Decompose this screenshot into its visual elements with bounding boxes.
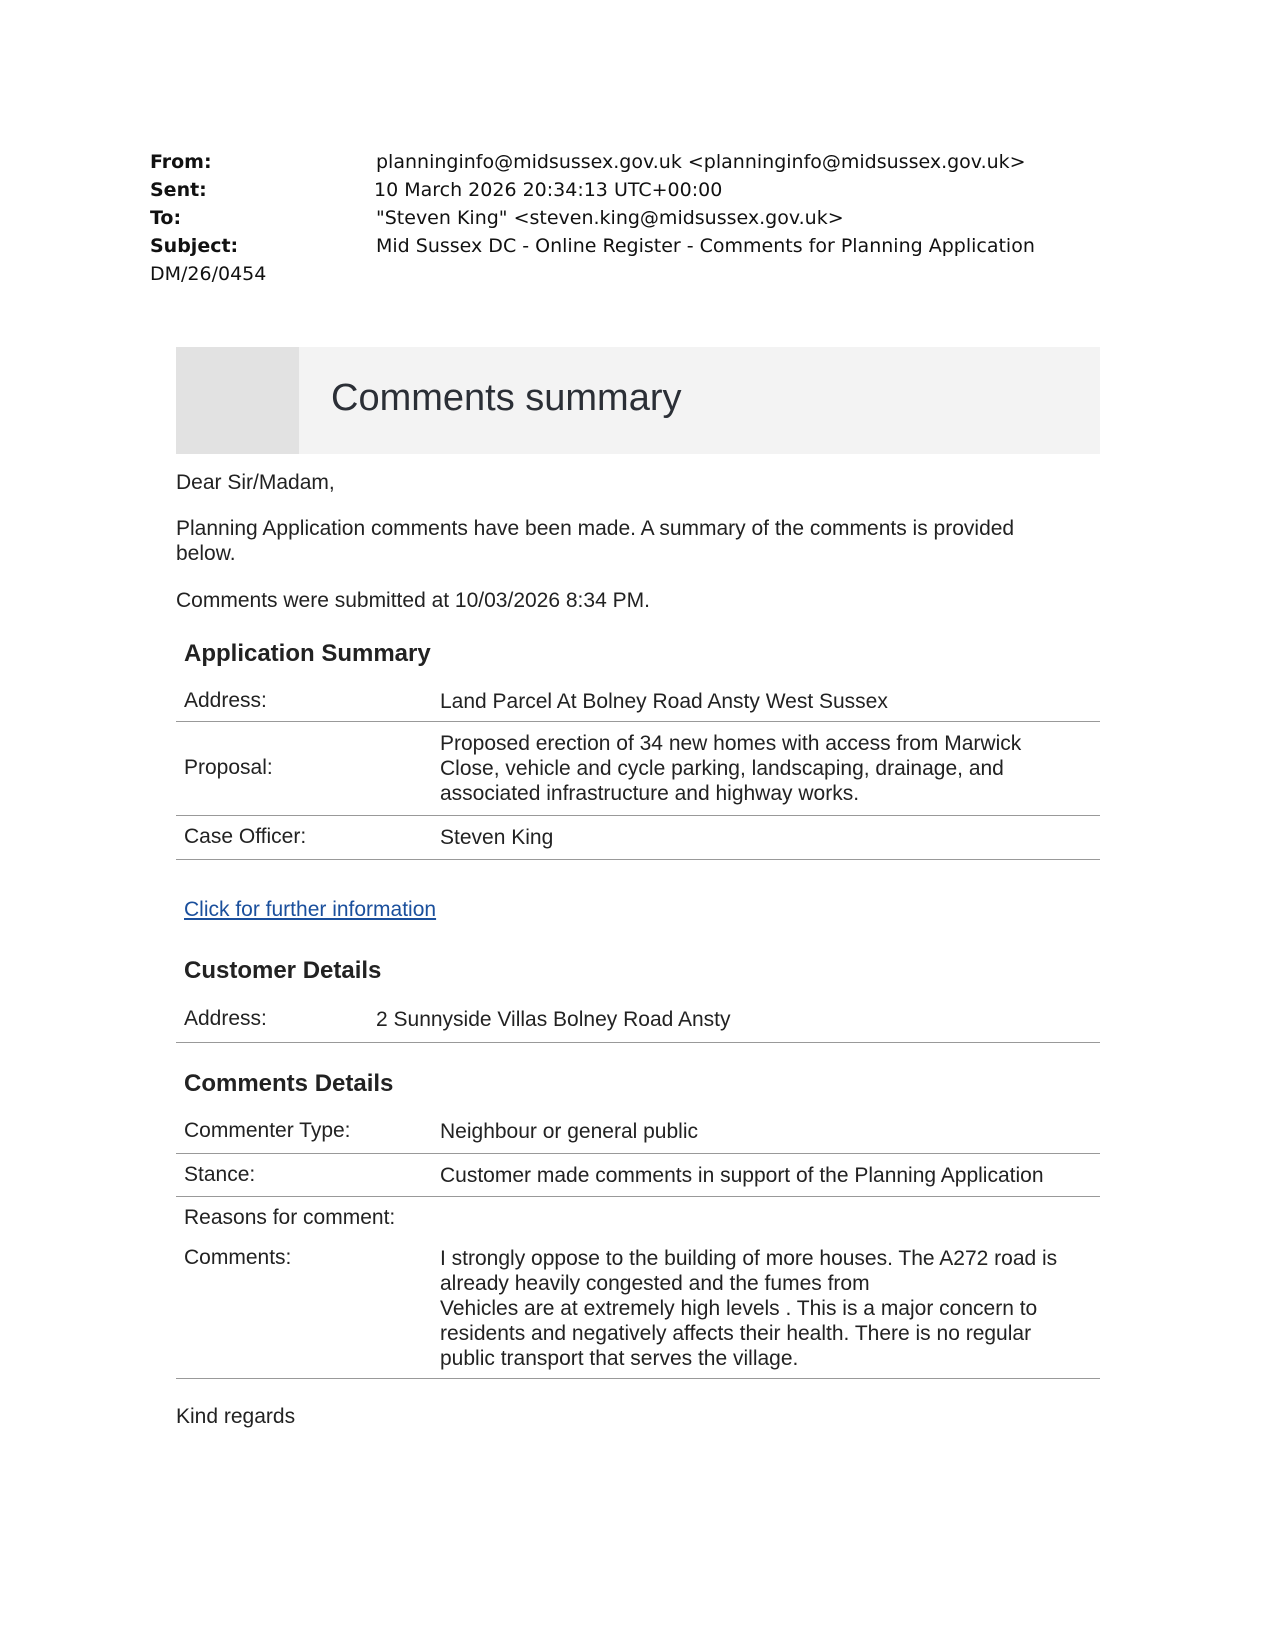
- from-value: planninginfo@midsussex.gov.uk <planninginfo@midsussex.gov.uk>: [376, 151, 1026, 173]
- to-value: "Steven King" <steven.king@midsussex.gov.uk>: [376, 207, 844, 229]
- closing: Kind regards: [176, 1405, 296, 1428]
- table-row: [176, 1154, 1100, 1197]
- comments-details-heading: Comments Details: [184, 1070, 394, 1097]
- sent-label: Sent:: [150, 179, 207, 201]
- subject-label: Subject:: [150, 235, 239, 257]
- greeting: Dear Sir/Madam,: [176, 471, 335, 494]
- banner-side-block: [176, 347, 299, 454]
- stance-value: Customer made comments in support of the Planning Application: [440, 1164, 1044, 1187]
- table-row: [176, 722, 1100, 816]
- customer-details-heading: Customer Details: [184, 957, 382, 984]
- customer-address-value: 2 Sunnyside Villas Bolney Road Ansty: [376, 1008, 731, 1031]
- intro-paragraph: Planning Application comments have been made. A summary of the comments is provided below.: [176, 517, 1015, 565]
- case-officer-label: Case Officer:: [184, 825, 307, 848]
- comments-text-line: I strongly oppose to the building of more houses. The A272 road is already heavily congested and the fumes from: [440, 1247, 1058, 1295]
- table-row: [176, 1197, 1100, 1239]
- commenter-type-value: Neighbour or general public: [440, 1120, 698, 1143]
- comments-label: Comments:: [184, 1246, 292, 1269]
- table-row: [176, 998, 1100, 1043]
- sent-row: [150, 176, 1150, 204]
- address-label: Address:: [184, 689, 267, 712]
- reasons-label: Reasons for comment:: [184, 1206, 396, 1229]
- email-header: [150, 148, 1150, 288]
- application-summary-heading: Application Summary: [184, 640, 431, 667]
- from-row: [150, 148, 1150, 176]
- proposal-label: Proposal:: [184, 756, 273, 779]
- proposal-value: Proposed erection of 34 new homes with access from Marwick Close, vehicle and cycle parking, landscaping, drainage, and associated infrastructure and highway works.: [440, 732, 1022, 805]
- stance-label: Stance:: [184, 1163, 256, 1186]
- commenter-type-label: Commenter Type:: [184, 1119, 351, 1142]
- subject-value: Mid Sussex DC - Online Register - Comments for Planning Application: [376, 235, 1035, 257]
- table-row: [176, 1110, 1100, 1154]
- comments-value: [440, 1246, 1070, 1371]
- submitted-paragraph: Comments were submitted at 10/03/2026 8:34 PM.: [176, 589, 650, 612]
- comments-text-line: Vehicles are at extremely high levels . This is a major concern to residents and negatively affects their health. There is no regular public transport that serves the village.: [440, 1297, 1038, 1370]
- comments-summary-banner: [176, 347, 1100, 454]
- from-label: From:: [150, 151, 212, 173]
- customer-details-table: [176, 998, 1100, 1043]
- sent-value: 10 March 2026 20:34:13 UTC+00:00: [374, 179, 723, 201]
- case-officer-value: Steven King: [440, 826, 554, 849]
- table-row: [176, 1239, 1100, 1379]
- comments-details-table: [176, 1110, 1100, 1379]
- to-row: [150, 204, 1150, 232]
- further-information-link[interactable]: Click for further information: [184, 898, 437, 921]
- customer-address-label: Address:: [184, 1007, 267, 1030]
- table-row: [176, 680, 1100, 722]
- subject-continuation-row: [150, 260, 1150, 288]
- banner-title: Comments summary: [331, 377, 682, 419]
- to-label: To:: [150, 207, 182, 229]
- application-summary-table: [176, 680, 1100, 860]
- table-row: [176, 816, 1100, 860]
- address-value: Land Parcel At Bolney Road Ansty West Sussex: [440, 690, 888, 713]
- subject-row: [150, 232, 1150, 260]
- subject-continuation: DM/26/0454: [150, 263, 267, 285]
